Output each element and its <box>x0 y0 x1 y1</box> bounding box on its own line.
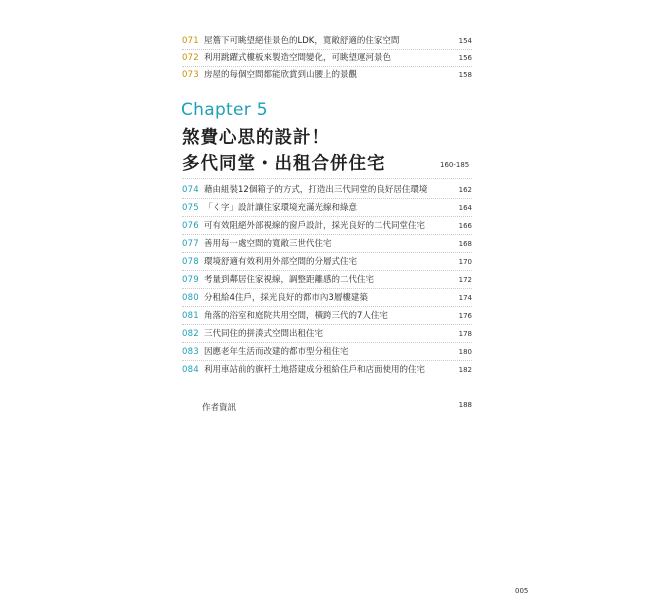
entry-number: 078 <box>182 257 199 267</box>
chapter-divider <box>182 178 472 179</box>
entry-page: 178 <box>458 330 472 338</box>
toc-entry <box>182 362 472 378</box>
entry-number: 081 <box>182 311 199 321</box>
entry-title: 因應老年生活而改建的都市型分租住宅 <box>204 347 349 357</box>
entry-divider <box>182 324 472 325</box>
entry-number: 079 <box>182 275 199 285</box>
entry-number: 077 <box>182 239 199 249</box>
chapter-title-line2: 多代同堂・出租合併住宅 <box>182 154 386 174</box>
entry-page: 168 <box>458 240 472 248</box>
entry-title: 分租給4住戶，採光良好的都市內3層樓建築 <box>204 293 368 303</box>
entry-title: 屋簷下可眺望絕佳景色的LDK，寬敞舒適的住家空間 <box>204 36 400 46</box>
entry-page: 162 <box>458 186 472 194</box>
entry-title: 利用車站前的旗杆土地搭建成分租給住戶和店面使用的住宅 <box>204 365 426 375</box>
toc-entry <box>182 326 472 342</box>
entry-number: 076 <box>182 221 199 231</box>
entry-divider <box>182 252 472 253</box>
entry-divider <box>182 234 472 235</box>
entry-page: 172 <box>458 276 472 284</box>
chapter-title-line1: 煞費心思的設計！ <box>182 128 330 148</box>
chapter-label: Chapter 5 <box>181 100 268 120</box>
entry-number: 080 <box>182 293 199 303</box>
entry-title: 藉由組裝12個箱子的方式，打造出三代同堂的良好居住環境 <box>204 185 428 195</box>
toc-entry <box>182 290 472 306</box>
entry-number: 082 <box>182 329 199 339</box>
entry-page: 176 <box>458 312 472 320</box>
entry-divider <box>182 360 472 361</box>
entry-page: 154 <box>458 37 472 45</box>
chapter-page-range: 160-185 <box>440 161 470 169</box>
entry-number: 074 <box>182 185 199 195</box>
entry-page: 174 <box>458 294 472 302</box>
toc-entry <box>182 254 472 270</box>
entry-title: 環境舒適有效利用外部空間的分層式住宅 <box>204 257 358 267</box>
entry-title: 角落的浴室和庭院共用空間，橫跨三代的7人住宅 <box>204 311 388 321</box>
toc-entry <box>182 344 472 360</box>
toc-entry <box>182 50 472 66</box>
entry-divider <box>182 216 472 217</box>
entry-title: 三代同住的拼湊式空間出租住宅 <box>204 329 324 339</box>
entry-title: 考量到鄰居住家視線，調整距離感的二代住宅 <box>204 275 375 285</box>
toc-entry <box>182 182 472 198</box>
entry-number: 075 <box>182 203 199 213</box>
author-info-page: 188 <box>458 401 472 409</box>
author-info-entry <box>202 401 472 413</box>
entry-page: 158 <box>458 71 472 79</box>
entry-divider <box>182 198 472 199</box>
toc-entry <box>182 218 472 234</box>
author-info-label: 作者資訊 <box>202 403 237 413</box>
toc-entry <box>182 308 472 324</box>
entry-title: 可有效阻絕外部視線的窗戶設計，採光良好的二代同堂住宅 <box>204 221 426 231</box>
toc-entry <box>182 272 472 288</box>
entry-title: 善用每一處空間的寬敞三世代住宅 <box>204 239 332 249</box>
entry-divider <box>182 306 472 307</box>
entry-page: 180 <box>458 348 472 356</box>
entry-page: 164 <box>458 204 472 212</box>
toc-entry <box>182 33 472 49</box>
entry-divider <box>182 342 472 343</box>
entry-number: 071 <box>182 36 199 46</box>
entry-number: 083 <box>182 347 199 357</box>
entry-number: 072 <box>182 53 199 63</box>
entry-title: 「く字」設計讓住家環境充滿光線和綠意 <box>204 203 358 213</box>
entry-divider <box>182 270 472 271</box>
toc-entry <box>182 67 472 83</box>
entry-number: 073 <box>182 70 199 80</box>
entry-page: 156 <box>458 54 472 62</box>
entry-divider <box>182 288 472 289</box>
entry-page: 182 <box>458 366 472 374</box>
entry-title: 房屋的每個空間都能欣賞到山腰上的景觀 <box>204 70 358 80</box>
entry-title: 利用跳躍式樓板來製造空間變化，可眺望運河景色 <box>204 53 392 63</box>
entry-page: 166 <box>458 222 472 230</box>
toc-entry <box>182 236 472 252</box>
page-number: 005 <box>515 587 529 595</box>
entry-page: 170 <box>458 258 472 266</box>
toc-entry <box>182 200 472 216</box>
entry-number: 084 <box>182 365 199 375</box>
